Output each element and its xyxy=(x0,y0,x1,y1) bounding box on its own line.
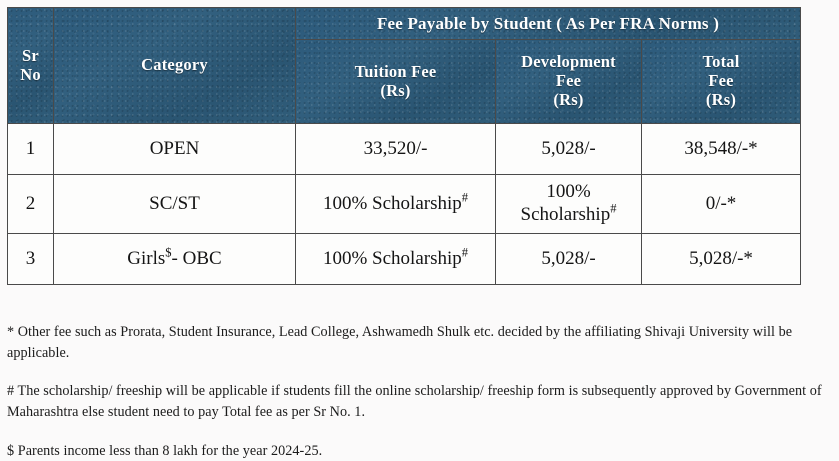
cell-category-text: SC/ST xyxy=(149,192,200,214)
cell-total-fee: 5,028/-* xyxy=(642,234,801,285)
header-total-fee-line2: Fee xyxy=(708,71,734,91)
header-sr-no xyxy=(8,8,54,124)
cell-category-suffix: - OBC xyxy=(171,247,222,269)
cell-category-text: Girls xyxy=(127,247,166,269)
header-total-fee-line3: (Rs) xyxy=(705,89,737,109)
header-development-fee-line1: Development xyxy=(521,52,616,72)
cell-development-fee-superscript: # xyxy=(610,201,617,216)
header-category: Category xyxy=(54,8,296,124)
header-row-group xyxy=(8,8,801,40)
cell-tuition-fee-text: 33,520/- xyxy=(363,137,428,159)
footnote-symbol: * xyxy=(7,324,15,341)
footnote-text: Other fee such as Prorata, Student Insurance, Lead College, Ashwamedh Shulk etc. decided by the affiliating Shivaji University will be applicable. xyxy=(7,324,793,361)
header-tuition-fee-line1: Tuition Fee xyxy=(354,61,437,81)
table-body xyxy=(8,124,801,285)
footnote-symbol: $ xyxy=(7,442,15,459)
cell-tuition-fee xyxy=(296,124,496,175)
header-tuition-fee xyxy=(296,40,496,124)
footnote-text: Parents income less than 8 lakh for the year 2024-25. xyxy=(17,442,323,459)
cell-tuition-fee-superscript: # xyxy=(461,245,469,260)
cell-development-fee-text: 100% Scholarship xyxy=(520,181,611,225)
cell-tuition-fee-superscript: # xyxy=(461,190,469,205)
header-total-fee-line1: Total xyxy=(702,52,740,72)
footnote-hash xyxy=(7,381,833,422)
table-row xyxy=(8,124,801,175)
fee-table-container xyxy=(7,7,800,285)
table-header xyxy=(8,8,801,124)
cell-development-fee xyxy=(496,124,642,175)
header-sr-no-line1: Sr xyxy=(22,45,39,65)
cell-tuition-fee-text: 100% Scholarship xyxy=(322,192,462,214)
table-row xyxy=(8,175,801,234)
cell-category-superscript: $ xyxy=(165,245,172,260)
footnote-symbol: # xyxy=(7,383,15,400)
header-development-fee-line2: Fee xyxy=(555,71,582,91)
footnotes-section xyxy=(7,308,833,461)
cell-sr-no: 2 xyxy=(8,175,54,234)
header-total-fee xyxy=(642,40,801,124)
cell-category xyxy=(54,234,296,285)
fee-structure-table xyxy=(7,7,801,285)
cell-sr-no: 3 xyxy=(8,234,54,285)
cell-tuition-fee xyxy=(296,234,496,285)
cell-tuition-fee-text: 100% Scholarship xyxy=(322,247,462,269)
cell-category xyxy=(54,175,296,234)
cell-sr-no: 1 xyxy=(8,124,54,175)
cell-development-fee-text: 5,028/- xyxy=(541,137,596,159)
header-development-fee-line3: (Rs) xyxy=(553,89,584,109)
header-tuition-fee-line2: (Rs) xyxy=(380,80,411,100)
header-development-fee xyxy=(496,40,642,124)
cell-development-fee-text: 5,028/- xyxy=(541,247,596,269)
cell-development-fee xyxy=(496,234,642,285)
footnote-asterisk xyxy=(7,322,833,363)
cell-tuition-fee xyxy=(296,175,496,234)
footnote-dollar xyxy=(7,441,833,461)
footnote-text: The scholarship/ freeship will be applicable if students fill the online scholarship/ freeship form is subsequently approved by Government of Maharashtra else student need to pay Total fee as per Sr No. 1. xyxy=(7,383,822,420)
cell-development-fee xyxy=(496,175,642,234)
header-sr-no-line2: No xyxy=(20,64,41,84)
table-row xyxy=(8,234,801,285)
cell-category xyxy=(54,124,296,175)
cell-total-fee: 0/-* xyxy=(642,175,801,234)
cell-total-fee: 38,548/-* xyxy=(642,124,801,175)
cell-category-text: OPEN xyxy=(149,137,200,159)
header-fee-payable-group: Fee Payable by Student ( As Per FRA Norms ) xyxy=(296,8,801,40)
